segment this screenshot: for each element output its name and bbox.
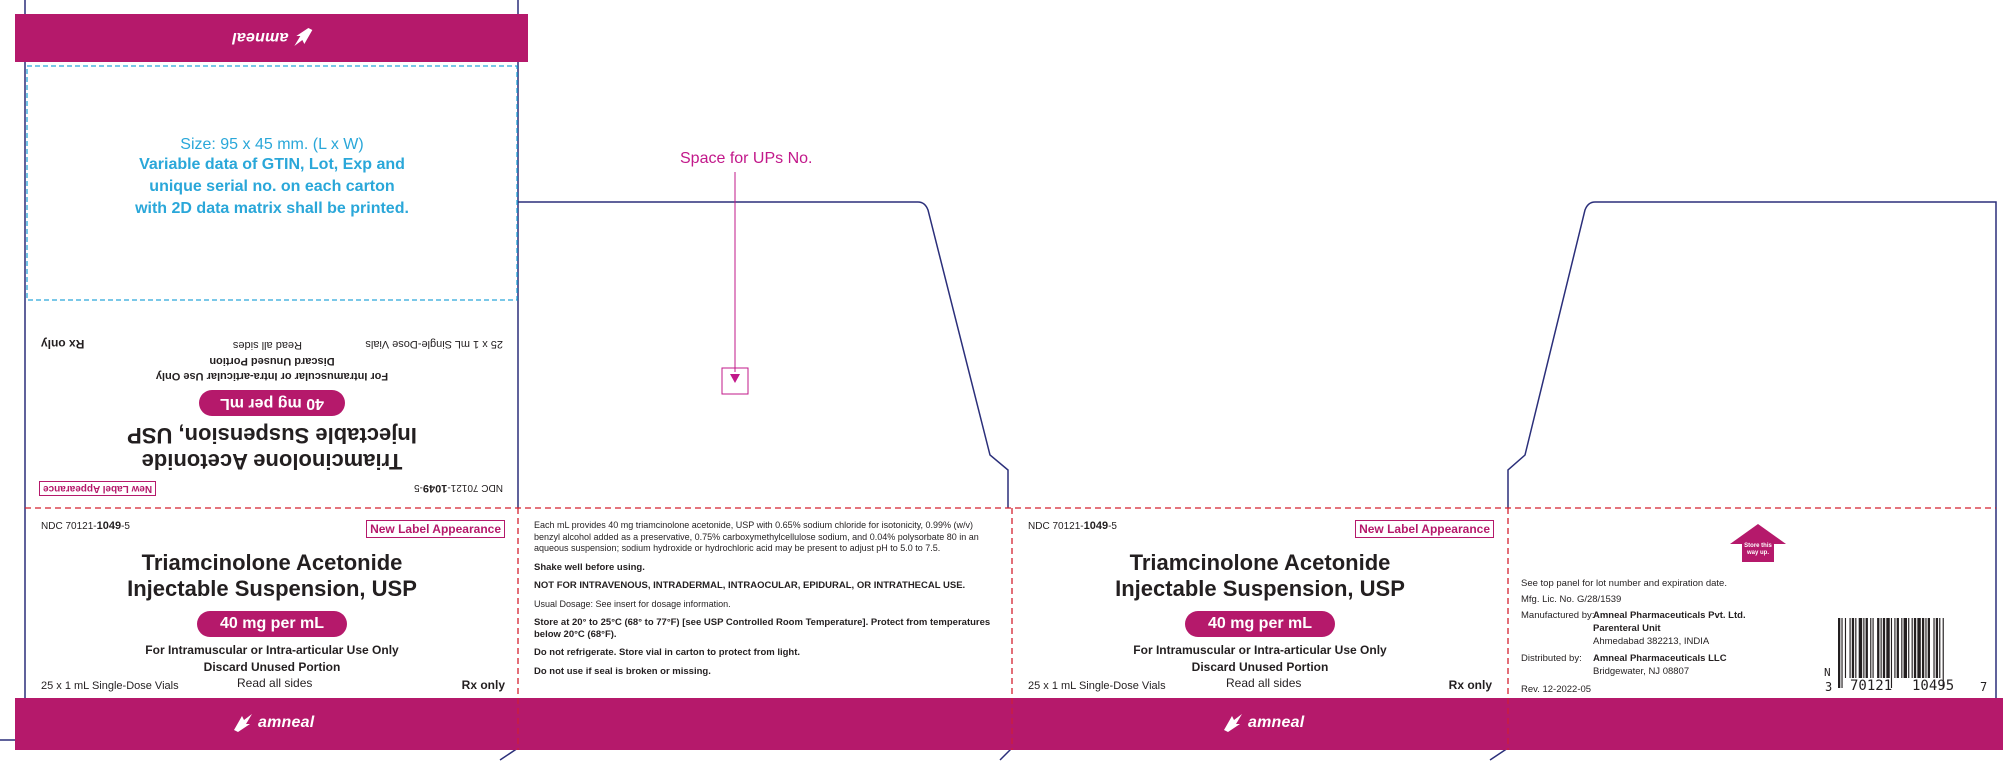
- barcode-bar: [1855, 618, 1856, 678]
- strength-pill: 40 mg per mL: [199, 390, 345, 416]
- barcode-bar: [1866, 618, 1868, 678]
- vial-count: 25 x 1 mL Single-Dose Vials: [41, 680, 179, 692]
- discard-text: Discard Unused Portion: [209, 355, 335, 367]
- title-line-1: Triamcinolone Acetonide: [141, 550, 403, 575]
- title-line-2: Injectable Suspension, USP: [1115, 576, 1405, 601]
- not-for-text: NOT FOR INTRAVENOUS, INTRADERMAL, INTRAOCULAR, EPIDURAL, OR INTRATHECAL USE.: [534, 580, 966, 591]
- vial-count: 25 x 1 mL Single-Dose Vials: [1028, 680, 1166, 692]
- distributed-by-label: Distributed by:: [1521, 653, 1582, 664]
- info-panel: [534, 520, 1000, 684]
- barcode-bar: [1894, 618, 1895, 678]
- title-line-1: Triamcinolone Acetonide: [1129, 550, 1391, 575]
- ndc-number: [414, 482, 503, 494]
- new-label-badge: New Label Appearance: [39, 481, 156, 496]
- route-text: For Intramuscular or Intra-articular Use Only: [1133, 643, 1387, 657]
- revision: Rev. 12-2022-05: [1521, 684, 1592, 695]
- logo-text: amneal: [1248, 714, 1305, 731]
- logo-text: amneal: [232, 29, 289, 46]
- barcode-bar: [1936, 618, 1938, 678]
- product-title: [27, 550, 517, 602]
- refrigerate-text: Do not refrigerate. Store vial in carton to protect from light.: [534, 647, 801, 658]
- barcode-middle-2: 10495: [1912, 678, 1955, 694]
- barcode-bar: [1922, 618, 1924, 678]
- storage-text: Store at 20° to 25°C (68° to 77°F) [see USP Controlled Room Temperature]. Protect from temperatures below 20°C (68°F).: [534, 617, 991, 640]
- variable-line-1: Variable data of GTIN, Lot, Exp and: [139, 156, 405, 173]
- ndc-suffix: -5: [414, 482, 423, 493]
- distributor-name: [1593, 653, 1727, 664]
- barcode-bar: [1859, 618, 1862, 678]
- shake-text: Shake well before using.: [534, 561, 645, 573]
- barcode-middle-1: 70121: [1850, 678, 1893, 694]
- top-panel-flipped: [27, 308, 517, 498]
- read-all-sides: Read all sides: [1226, 676, 1302, 690]
- variable-line-2: unique serial no. on each carton: [149, 178, 395, 195]
- size-line: Size: 95 x 45 mm. (L x W): [180, 136, 364, 153]
- barcode-bar: [1908, 618, 1909, 678]
- ndc-bold: 1049: [96, 520, 122, 532]
- ndc-prefix: NDC 70121-: [41, 521, 97, 532]
- variable-data-note: [27, 136, 517, 220]
- lot-note: See top panel for lot number and expiration date.: [1521, 578, 1727, 589]
- front-panel-2: [1014, 512, 1506, 696]
- discard-text: Discard Unused Portion: [203, 660, 341, 674]
- mfg-license: Mfg. Lic. No. G/28/1539: [1521, 594, 1622, 605]
- barcode-bar: [1881, 618, 1882, 678]
- seal-text: Do not use if seal is broken or missing.: [534, 665, 711, 677]
- manufacturer-unit: [1593, 623, 1661, 634]
- ndc-prefix: NDC 70121-: [447, 482, 503, 493]
- variable-line-3: with 2D data matrix shall be printed.: [135, 200, 409, 217]
- ndc-suffix: -5: [121, 521, 130, 532]
- barcode-bar: [1901, 618, 1902, 678]
- strength-pill: 40 mg per mL: [1185, 611, 1335, 637]
- rx-only: Rx only: [41, 337, 85, 351]
- store-arrow-text: Store this way up.: [1744, 543, 1772, 556]
- barcode-check-digit: 7: [1980, 680, 1988, 694]
- read-all-sides: Read all sides: [232, 339, 302, 351]
- barcode-bar: [1883, 618, 1885, 678]
- strength-pill: 40 mg per mL: [197, 611, 347, 637]
- ups-space-label: Space for UPs No.: [680, 150, 813, 167]
- read-all-sides: Read all sides: [237, 676, 313, 690]
- barcode-bar: [1877, 618, 1879, 678]
- barcode-bar: [1939, 618, 1940, 678]
- barcode-bar: [1886, 618, 1889, 678]
- composition-text: Each mL provides 40 mg triamcinolone acetonide, USP with 0.65% sodium chloride for isotonicity, 0.99% (w/v) benzyl alcohol added as a preservative, 0.75% carboxymethylcellulose sodium, and 0.04% polysorbate 80 in an aqueous suspension; sodium hydroxide or hydrochloric acid may be present to adjust pH to 5.0 to 7.5.: [534, 520, 979, 553]
- ndc-suffix: -5: [1108, 521, 1117, 532]
- barcode-bar: [1925, 618, 1926, 678]
- top-brand-logo: [232, 26, 314, 48]
- manufacturer-city: Ahmedabad 382213, INDIA: [1593, 636, 1710, 647]
- route-text: For Intramuscular or Intra-articular Use Only: [155, 370, 389, 382]
- barcode-bar: [1897, 618, 1899, 678]
- barcode-bar: [1914, 618, 1916, 678]
- new-label-badge: New Label Appearance: [366, 520, 505, 538]
- manufacturer-name: [1593, 610, 1746, 621]
- rx-only: Rx only: [461, 678, 505, 692]
- bottom-band-folds: [0, 698, 2003, 750]
- discard-text: Discard Unused Portion: [1191, 660, 1329, 674]
- manufacturer-name-text: Amneal Pharmaceuticals Pvt. Ltd.: [1593, 610, 1746, 621]
- rx-only: Rx only: [1448, 678, 1492, 692]
- ndc-number: [41, 520, 130, 532]
- distributor-name-text: Amneal Pharmaceuticals LLC: [1593, 653, 1727, 664]
- route-text: For Intramuscular or Intra-articular Use Only: [145, 643, 399, 657]
- amneal-logo-icon: [292, 26, 314, 48]
- barcode-bar: [1873, 618, 1874, 678]
- title-line-2: Injectable Suspension, USP: [127, 576, 417, 601]
- title-line-1: Triamcinolone Acetonide: [141, 449, 403, 474]
- barcode-bar: [1852, 618, 1854, 678]
- barcode-bar: [1863, 618, 1864, 678]
- barcode-first-digit: 3: [1825, 680, 1833, 694]
- logo-text: amneal: [258, 714, 315, 731]
- barcode-bar: [1912, 618, 1913, 678]
- barcode-prefix: N: [1824, 666, 1831, 679]
- ndc-bold: 1049: [422, 482, 448, 494]
- ndc-number: [1028, 520, 1117, 532]
- product-title: [27, 422, 517, 474]
- barcode-bar: [1870, 618, 1871, 678]
- title-line-2: Injectable Suspension, USP: [127, 423, 417, 448]
- barcode-bar: [1904, 618, 1907, 678]
- barcode-bar: [1841, 618, 1842, 688]
- manufactured-by-label: Manufactured by:: [1521, 610, 1595, 621]
- barcode-bar: [1838, 618, 1840, 688]
- barcode-bar: [1845, 618, 1846, 678]
- barcode-bar: [1928, 618, 1930, 678]
- barcode-bar: [1850, 618, 1851, 678]
- vial-count: 25 x 1 mL Single-Dose Vials: [365, 338, 503, 350]
- barcode-bar: [1917, 618, 1920, 678]
- barcode-bar: [1933, 618, 1934, 678]
- front-panel-1: [27, 512, 517, 696]
- usual-dosage-text: Usual Dosage: See insert for dosage information.: [534, 598, 731, 609]
- manufacturer-unit-text: Parenteral Unit: [1593, 623, 1661, 634]
- new-label-badge: New Label Appearance: [1355, 520, 1494, 538]
- distributor-city: Bridgewater, NJ 08807: [1593, 666, 1690, 677]
- ndc-bold: 1049: [1083, 520, 1109, 532]
- product-title: [1014, 550, 1506, 602]
- ndc-prefix: NDC 70121-: [1028, 521, 1084, 532]
